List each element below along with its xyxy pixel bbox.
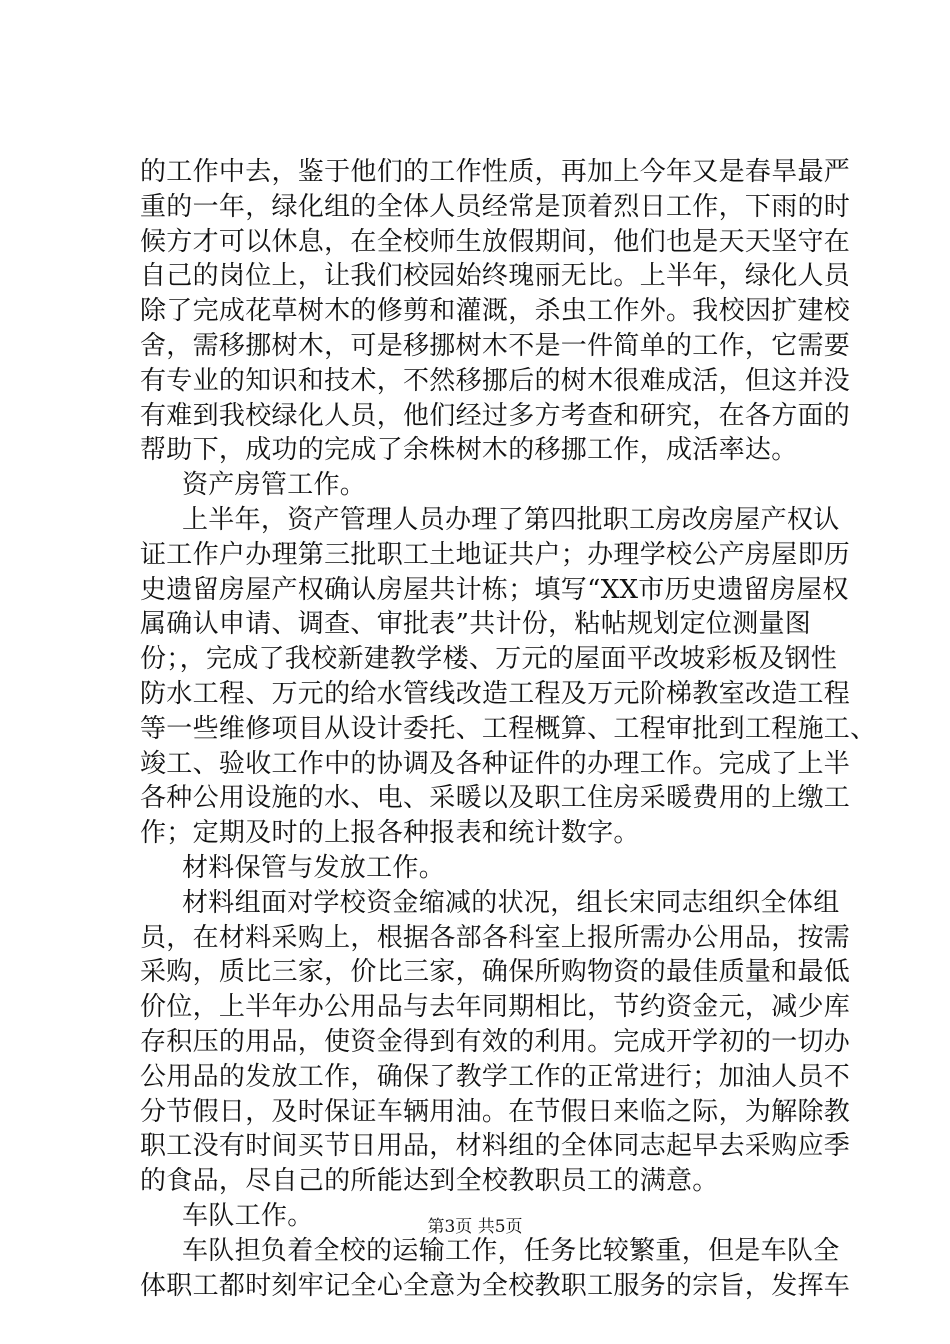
text-line: 材料组面对学校资金缩减的状况，组长宋同志组织全体组: [182, 887, 840, 918]
text-line: 车队担负着全校的运输工作，任务比较繁重，但是车队全: [182, 1235, 840, 1266]
text-line: 自己的岗位上，让我们校园始终瑰丽无比。上半年，绿化人员: [140, 261, 851, 292]
text-line: 作；定期及时的上报各种报表和统计数字。: [140, 818, 640, 849]
text-line: 材料保管与发放工作。: [182, 852, 446, 883]
text-line: 有专业的知识和技术，不然移挪后的树木很难成活，但这并没: [140, 365, 851, 396]
text-line: 价位，上半年办公用品与去年同期相比，节约资金元，减少库: [140, 992, 851, 1023]
text-line: 等一些维修项目从设计委托、工程概算、工程审批到工程施工、: [140, 713, 877, 744]
text-line: 上半年，资产管理人员办理了第四批职工房改房屋产权认: [182, 504, 840, 535]
text-line: 属确认申请、调查、审批表”共计份，粘帖规划定位测量图: [140, 609, 812, 640]
text-line: 车队工作。: [182, 1200, 314, 1231]
text-line: 的食品，尽自己的所能达到全校教职员工的满意。: [140, 1166, 719, 1197]
page-footer: 第3页 共5页: [427, 1217, 523, 1237]
text-line: 资产房管工作。: [182, 470, 367, 501]
text-line: 的工作中去，鉴于他们的工作性质，再加上今年又是春旱最严: [140, 157, 851, 187]
text-line: 职工没有时间买节日用品，材料组的全体同志起早去采购应季: [140, 1131, 851, 1162]
text-line: 除了完成花草树木的修剪和灌溉，杀虫工作外。我校因扩建校: [140, 296, 851, 327]
text-line: 员，在材料采购上，根据各部各科室上报所需办公用品，按需: [140, 922, 851, 953]
text-line: 各种公用设施的水、电、采暖以及职工住房采暖费用的上缴工: [140, 783, 851, 814]
text-line: 公用品的发放工作，确保了教学工作的正常进行；加油人员不: [140, 1061, 851, 1092]
text-line: 存积压的用品，使资金得到有效的利用。完成开学初的一切办: [140, 1026, 851, 1057]
document-body: [140, 155, 877, 1303]
text-line: 舍，需移挪树木，可是移挪树木不是一件简单的工作，它需要: [140, 330, 851, 361]
text-line: 重的一年，绿化组的全体人员经常是顶着烈日工作，下雨的时: [140, 191, 851, 222]
text-line: 证工作户办理第三批职工土地证共户；办理学校公产房屋即历: [140, 539, 851, 570]
text-line: 采购，质比三家，价比三家，确保所购物资的最佳质量和最低: [140, 957, 851, 988]
text-line: 体职工都时刻牢记全心全意为全校教职工服务的宗旨，发挥车: [140, 1270, 851, 1301]
text-line: 分节假日，及时保证车辆用油。在节假日来临之际，为解除教: [140, 1096, 851, 1127]
text-line: 份；，完成了我校新建教学楼、万元的屋面平改坡彩板及钢性: [140, 644, 838, 675]
text-line: 候方才可以休息，在全校师生放假期间，他们也是天天坚守在: [140, 226, 851, 257]
text-line: 防水工程、万元的给水管线改造工程及万元阶梯教室改造工程: [140, 678, 851, 709]
text-line: 竣工、验收工作中的协调及各种证件的办理工作。完成了上半: [140, 748, 851, 779]
text-line: 史遗留房屋产权确认房屋共计栋；填写“XX市历史遗留房屋权: [140, 574, 849, 605]
text-line: 有难到我校绿化人员，他们经过多方考查和研究，在各方面的: [140, 400, 851, 431]
text-line: 帮助下，成功的完成了余株树木的移挪工作，成活率达。: [140, 435, 798, 466]
